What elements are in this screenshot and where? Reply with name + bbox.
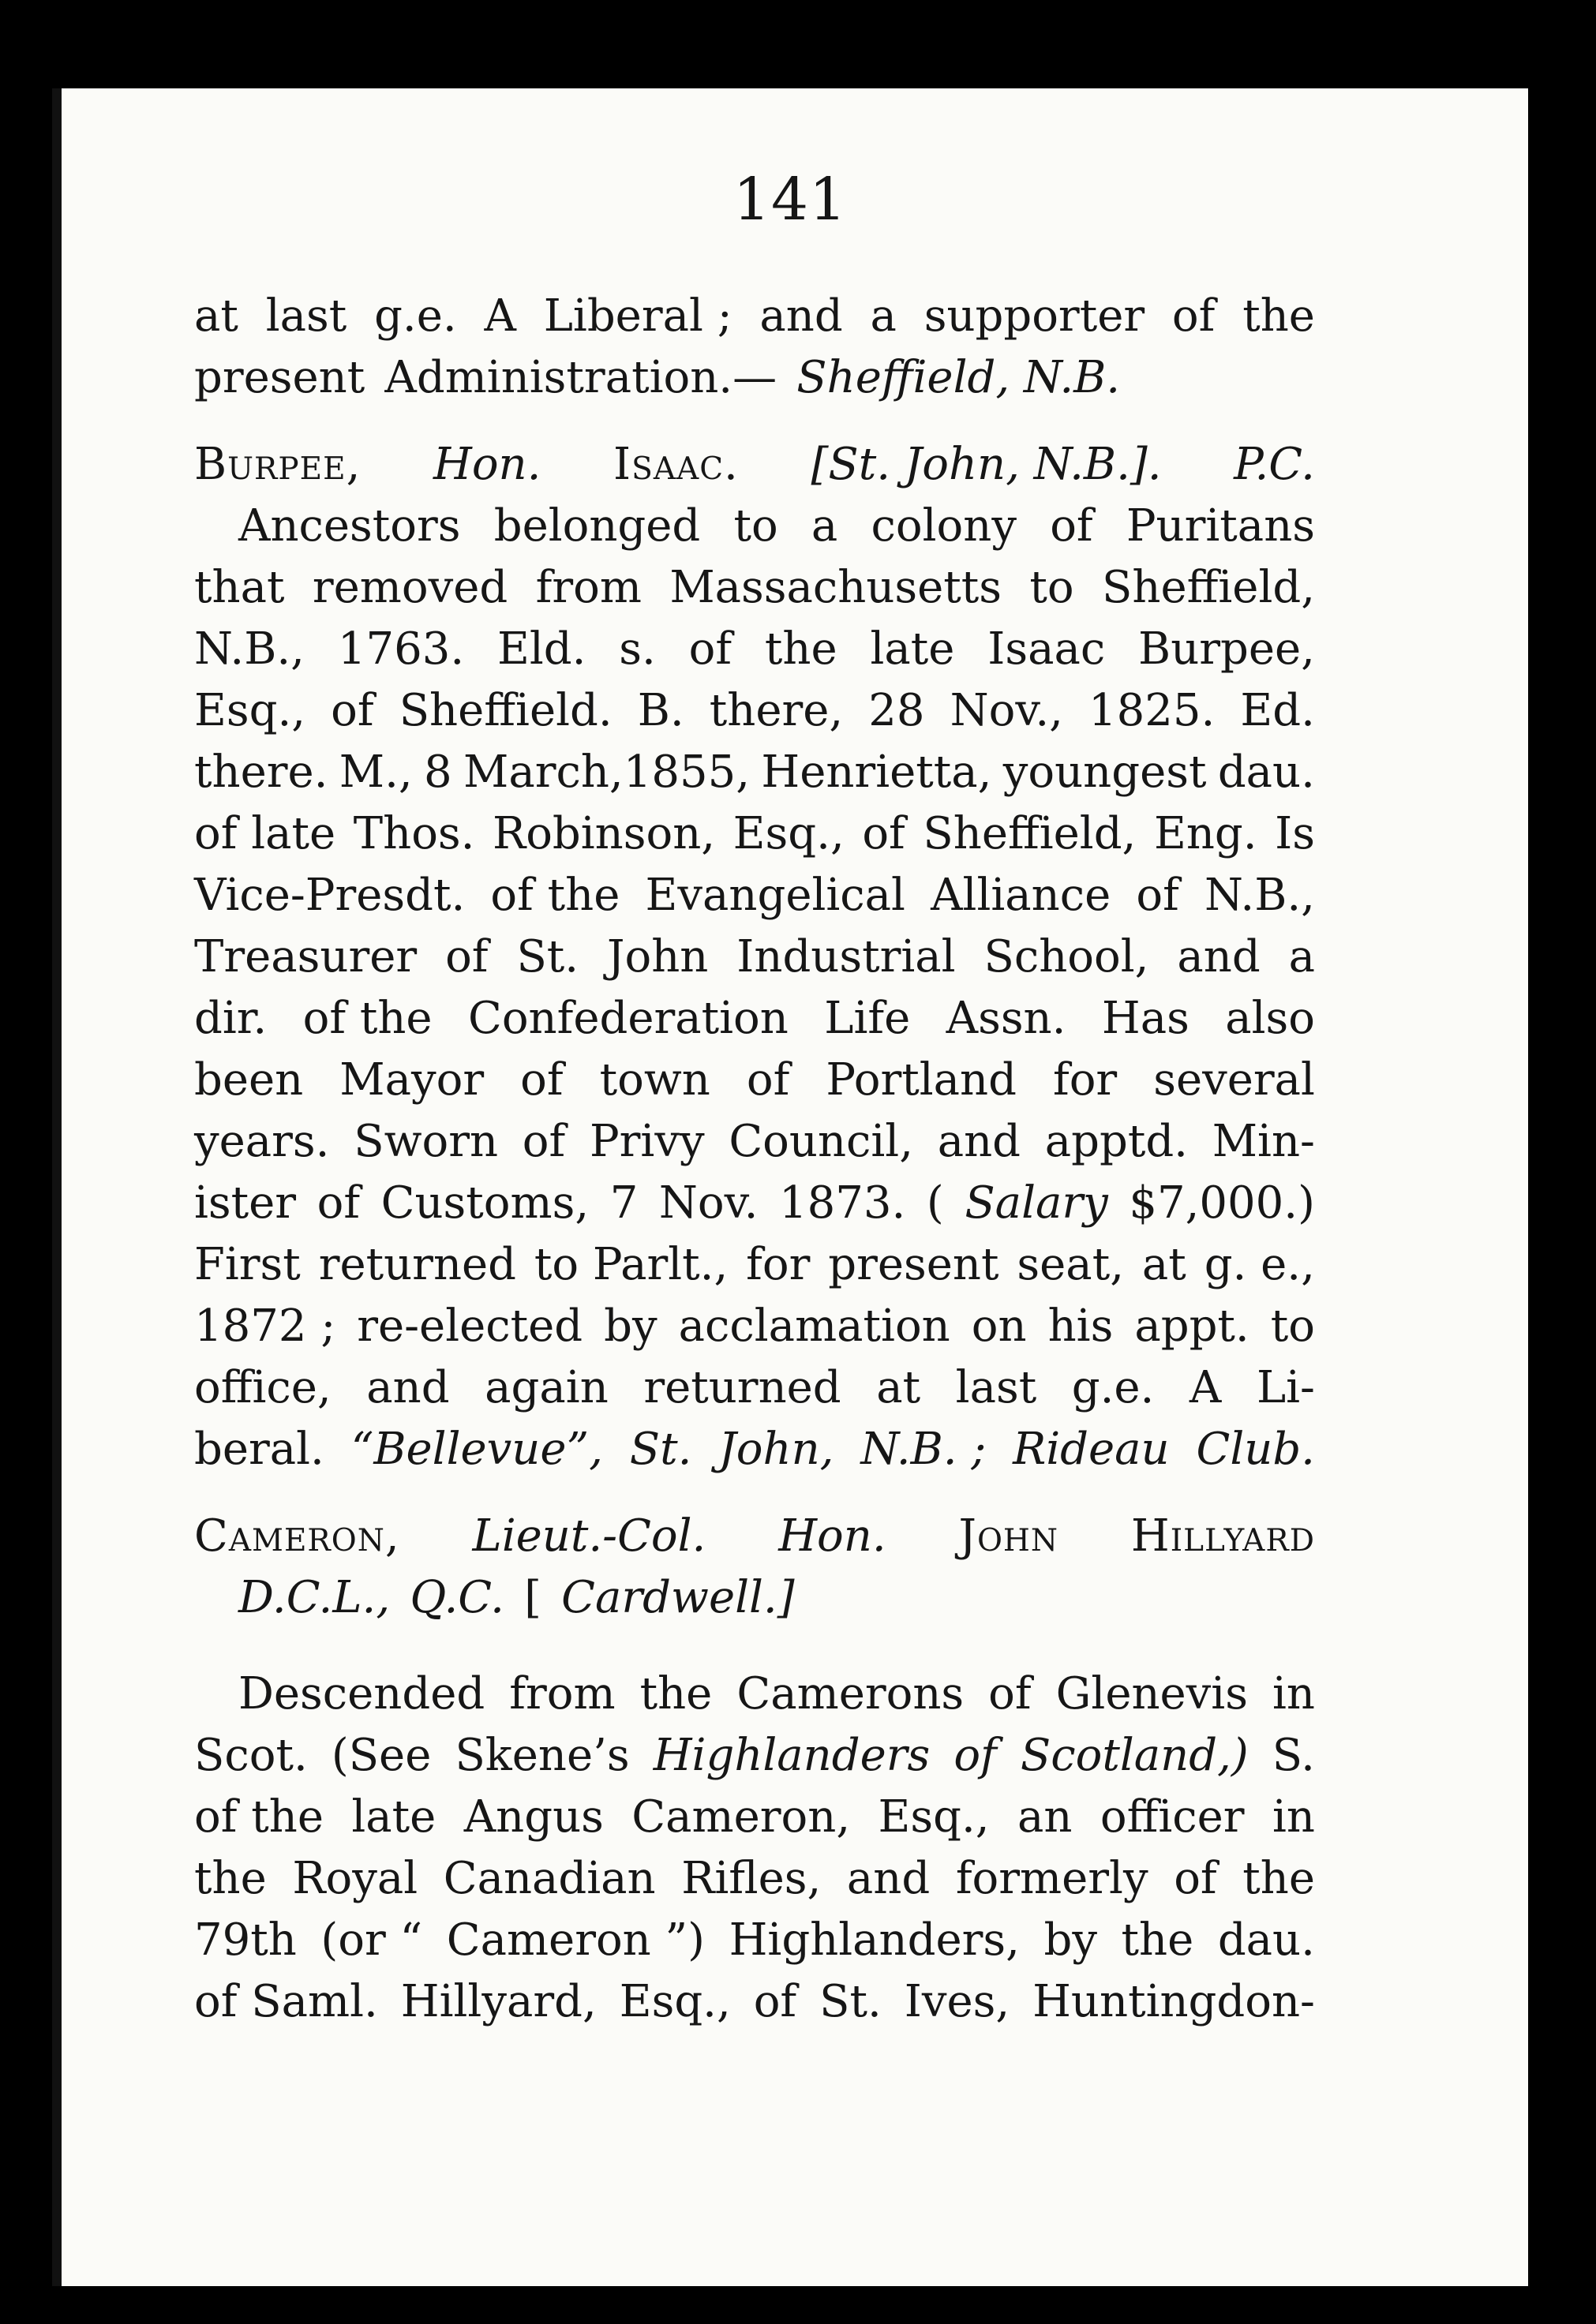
word: of the [490, 870, 620, 921]
text-line [194, 619, 1315, 680]
word: of [317, 1177, 361, 1229]
word: Assn. [946, 993, 1066, 1044]
word: the [1121, 1914, 1194, 1966]
word: Is [1275, 808, 1315, 859]
word: Treasurer [194, 931, 418, 982]
word: at [194, 290, 238, 342]
word: the [1242, 1853, 1315, 1904]
word: of [688, 623, 732, 675]
word: Camerons [736, 1668, 965, 1720]
word: acclamation [678, 1300, 950, 1352]
word: Evangelical [645, 870, 905, 921]
word: appt. [1134, 1300, 1249, 1352]
word: Min- [1212, 1116, 1315, 1167]
word: Isaac [987, 623, 1106, 675]
word: there, [709, 685, 844, 736]
word: Royal [292, 1853, 418, 1904]
word: there. [194, 747, 328, 798]
word: in [1272, 1668, 1315, 1720]
body-text [194, 286, 1315, 2033]
word: First [194, 1239, 301, 1290]
word: late [870, 623, 955, 675]
word: office, [194, 1362, 332, 1413]
word: from [535, 562, 642, 613]
word: Life [824, 993, 911, 1044]
page-number: 141 [732, 166, 848, 234]
text-line [194, 1787, 1315, 1848]
word: Sheffield. [399, 685, 613, 736]
word: Isaac. [613, 439, 739, 490]
word: present [828, 1239, 999, 1290]
word: Highlanders [653, 1730, 931, 1781]
text-line [194, 1506, 1315, 1567]
word: Council, [729, 1116, 913, 1167]
text-line [194, 742, 1315, 803]
word: supporter [924, 290, 1145, 342]
word: last [265, 290, 347, 342]
word: dir. [194, 993, 268, 1044]
word: present [194, 352, 365, 403]
word: seat, [1017, 1239, 1124, 1290]
word: Thos. [353, 808, 475, 859]
word: 8 [424, 747, 452, 798]
word: John [607, 931, 709, 982]
word: to [1029, 562, 1074, 613]
word: Administration.— [384, 352, 777, 403]
word: ister [194, 1177, 297, 1229]
word: late [351, 1791, 436, 1843]
word: Burpee, [1138, 623, 1315, 675]
word: of [753, 1976, 797, 2027]
word: re-elected [357, 1300, 583, 1352]
word: also [1225, 993, 1315, 1044]
word: Hillyard [1130, 1510, 1315, 1562]
word: 28 [868, 685, 925, 736]
word: School, [983, 931, 1149, 982]
word: A [1189, 1362, 1222, 1413]
word: Nov., [950, 685, 1063, 736]
text-line [194, 1234, 1315, 1296]
word: Rifles, [681, 1853, 822, 1904]
word: Hillyard, [400, 1976, 597, 2027]
word: M., [339, 747, 413, 798]
word: the [764, 623, 837, 675]
word: apptd. [1044, 1116, 1188, 1167]
word: g. e., [1204, 1239, 1315, 1290]
text-line [194, 1971, 1315, 2033]
word: town [599, 1054, 710, 1106]
word: Scot. [194, 1730, 308, 1781]
word: Cameron, [194, 1510, 400, 1562]
word: Eng. [1153, 808, 1257, 859]
word: Esq., [732, 808, 845, 859]
text-line [194, 1419, 1315, 1480]
word: Hon. [778, 1510, 886, 1562]
text-line [194, 680, 1315, 742]
word: a [870, 290, 897, 342]
text-line [194, 1296, 1315, 1357]
word: Canadian [443, 1853, 656, 1904]
word: Skene’s [455, 1730, 630, 1781]
word: Rideau [1013, 1424, 1170, 1475]
word: on [971, 1300, 1027, 1352]
text-line [194, 1567, 1315, 1629]
word: 79th [194, 1914, 297, 1966]
word: of [953, 1730, 997, 1781]
word: Ives, [904, 1976, 1010, 2027]
word: g.e. [1071, 1362, 1155, 1413]
word: John, [718, 1424, 834, 1475]
text-line [194, 286, 1315, 347]
word: Glenevis [1055, 1668, 1248, 1720]
word: 1872 ; [194, 1300, 336, 1352]
word: Has [1101, 993, 1190, 1044]
word: and [1177, 931, 1261, 982]
word: to [1270, 1300, 1315, 1352]
word: Privy [589, 1116, 705, 1167]
word: John [958, 1510, 1059, 1562]
text-line [194, 347, 1315, 409]
word: of [1174, 1853, 1217, 1904]
page-binding-edge [52, 88, 62, 2286]
word: [St. John, N.B.]. [811, 439, 1162, 490]
word: St. [819, 1976, 882, 2027]
word: Customs, [380, 1177, 590, 1229]
word: youngest [1002, 747, 1207, 798]
word: and [366, 1362, 450, 1413]
word: a [811, 500, 838, 552]
word: N.B., [194, 623, 305, 675]
text-line [194, 1357, 1315, 1419]
word: B. [637, 685, 684, 736]
word: Sheffield, N.B. [796, 352, 1121, 403]
word: Massachusetts [669, 562, 1002, 613]
word: 1873. [779, 1177, 906, 1229]
word: and [846, 1853, 931, 1904]
word: to Parlt., [534, 1239, 729, 1290]
word: by [1043, 1914, 1097, 1966]
word: several [1153, 1054, 1315, 1106]
word: of [445, 931, 489, 982]
text-line [194, 1111, 1315, 1173]
word: belonged [493, 500, 701, 552]
word: dau. [1217, 1914, 1315, 1966]
word: A [484, 290, 516, 342]
book-page [52, 88, 1528, 2286]
word: Cardwell.] [561, 1572, 795, 1623]
word: Esq., [878, 1791, 990, 1843]
word: Eld. [496, 623, 586, 675]
word: March,1855, [463, 747, 751, 798]
word: the [194, 1853, 267, 1904]
word: the [1242, 290, 1315, 342]
word: of [1136, 870, 1179, 921]
word: N.B. ; [860, 1424, 987, 1475]
word: Sworn [354, 1116, 499, 1167]
word: in [1272, 1791, 1315, 1843]
word: Cameron ”) [446, 1914, 706, 1966]
word: g.e. [374, 290, 457, 342]
word: beral. [194, 1424, 324, 1475]
word: returned [643, 1362, 841, 1413]
word: of [862, 808, 905, 859]
word: “Bellevue”, [350, 1424, 603, 1475]
word: of [1050, 500, 1093, 552]
word: at [876, 1362, 921, 1413]
text-line [194, 1725, 1315, 1787]
word: to [733, 500, 778, 552]
word: officer [1100, 1791, 1245, 1843]
word: for [1052, 1054, 1118, 1106]
word: of [988, 1668, 1032, 1720]
word: Confederation [467, 993, 789, 1044]
word: Esq., [194, 685, 306, 736]
word: Henrietta, [761, 747, 992, 798]
word: Club. [1196, 1424, 1315, 1475]
word: Portland [826, 1054, 1017, 1106]
word: Ancestors [238, 500, 461, 552]
word: Highlanders, [729, 1914, 1020, 1966]
word: Sheffield, [923, 808, 1137, 859]
text-line [194, 865, 1315, 926]
word: of late [194, 808, 336, 859]
word: Alliance [931, 870, 1111, 921]
text-line [194, 926, 1315, 988]
word: Huntingdon- [1032, 1976, 1315, 2027]
word: the [639, 1668, 713, 1720]
word: Burpee, [194, 439, 362, 490]
word: been [194, 1054, 304, 1106]
word: his [1047, 1300, 1114, 1352]
word: Nov. [658, 1177, 759, 1229]
word: from [509, 1668, 616, 1720]
word: Sheffield, [1102, 562, 1315, 613]
word: of [520, 1054, 564, 1106]
word: S. [1272, 1730, 1315, 1781]
word: Hon. [433, 439, 541, 490]
word: of [331, 685, 374, 736]
word: and [759, 290, 843, 342]
word: Puritans [1126, 500, 1315, 552]
text-line [194, 557, 1315, 619]
word: 7 [609, 1177, 639, 1229]
word: Salary [965, 1177, 1108, 1229]
word: a [1288, 931, 1315, 982]
word: last [955, 1362, 1037, 1413]
word: N.B., [1204, 870, 1315, 921]
word: 1763. [337, 623, 465, 675]
word: Mayor [339, 1054, 485, 1106]
word: (or “ [320, 1914, 423, 1966]
word: of [522, 1116, 566, 1167]
word: removed [312, 562, 508, 613]
text-line [194, 496, 1315, 557]
word: Industrial [736, 931, 956, 982]
word: by [604, 1300, 658, 1352]
word: Descended [238, 1668, 485, 1720]
word: Angus [463, 1791, 604, 1843]
word: Lieut.-Col. [472, 1510, 706, 1562]
word: (See [331, 1730, 432, 1781]
word: again [485, 1362, 609, 1413]
text-line [194, 1663, 1315, 1725]
word: of the [302, 993, 433, 1044]
word: s. [619, 623, 656, 675]
word: and [937, 1116, 1021, 1167]
word: Robinson, [493, 808, 716, 859]
word: Liberal ; [543, 290, 732, 342]
word: D.C.L., [238, 1572, 391, 1623]
word: Cameron, [631, 1791, 851, 1843]
word: of Saml. [194, 1976, 378, 2027]
word: of the [194, 1791, 324, 1843]
text-line [194, 434, 1315, 496]
word: of [1171, 290, 1216, 342]
word: ( [926, 1177, 944, 1229]
word: [ [524, 1572, 541, 1623]
text-line [194, 1848, 1315, 1910]
text-line [194, 1173, 1315, 1234]
word: 1825. [1088, 685, 1216, 736]
word: Li- [1256, 1362, 1315, 1413]
word: P.C. [1234, 439, 1315, 490]
word: colony [871, 500, 1017, 552]
word: returned [318, 1239, 516, 1290]
word: years. [194, 1116, 330, 1167]
word: dau. [1217, 747, 1315, 798]
word: Esq., [619, 1976, 731, 2027]
word: Scotland,) [1020, 1730, 1249, 1781]
word: Vice-Presdt. [194, 870, 466, 921]
word: Q.C. [410, 1572, 504, 1623]
text-line [194, 1050, 1315, 1111]
word: for [746, 1239, 811, 1290]
word: St. [516, 931, 579, 982]
word: formerly [955, 1853, 1148, 1904]
word: $7,000.) [1129, 1177, 1315, 1229]
word: St. [629, 1424, 692, 1475]
word: at [1141, 1239, 1186, 1290]
word: an [1017, 1791, 1073, 1843]
text-line [194, 803, 1315, 865]
text-line [194, 1910, 1315, 1971]
word: of [746, 1054, 790, 1106]
word: Ed. [1240, 685, 1315, 736]
text-line [194, 988, 1315, 1050]
word: that [194, 562, 285, 613]
